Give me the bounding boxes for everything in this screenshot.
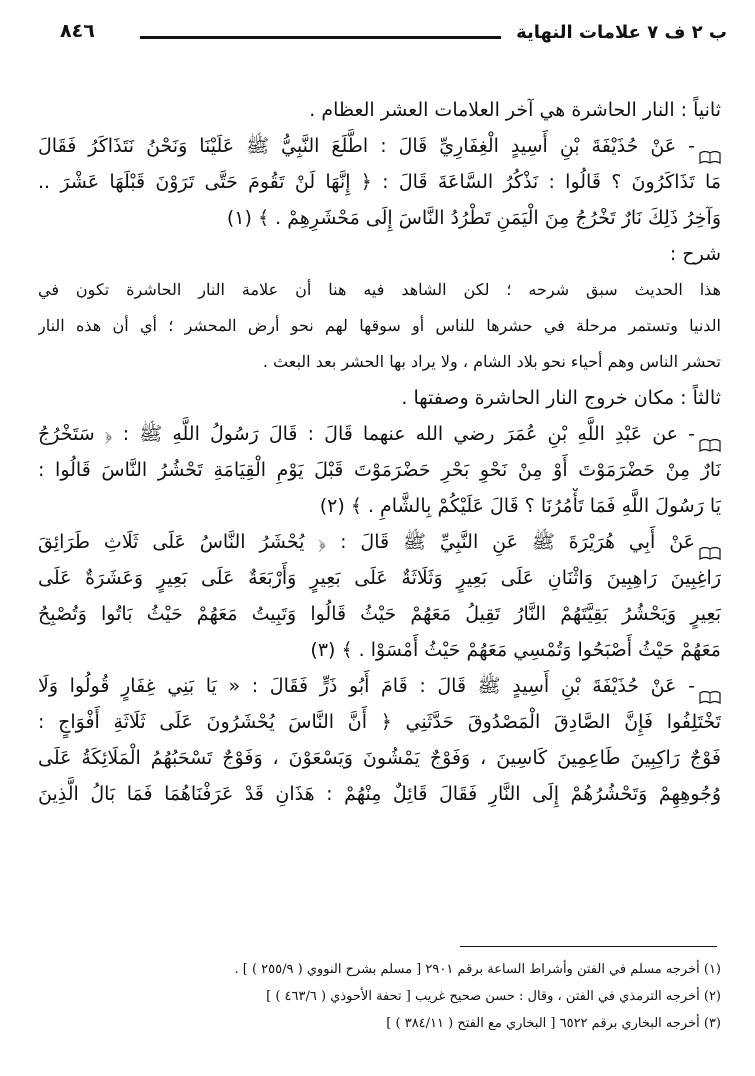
line-text: - عَنْ حُذَيْفَةَ بْنِ أَسِيدٍ ﷺ قَالَ : قَامَ أَبُو ذَرٍّ فَقَالَ : « يَا بَنِي غِفَارٍ قُولُوا وَلَا: [38, 675, 695, 697]
hadith-line: [38, 524, 721, 560]
hadith-line: [38, 668, 721, 704]
line-text: ثالثاً : مكان خروج النار الحاشرة وصفتها .: [401, 387, 721, 409]
page-body: [38, 92, 721, 812]
line-text: يَا رَسُولَ اللَّهِ فَمَا تَأْمُرُنَا ؟ قَالَ عَلَيْكُمْ بِالشَّامِ . ﴾ (٢): [319, 495, 721, 517]
page-header: [60, 18, 727, 52]
hadith-line: [38, 416, 721, 452]
line-text: مَا تَذَاكَرُونَ ؟ قَالُوا : نَذْكُرُ السَّاعَةَ قَالَ : ﴿ إِنَّهَا لَنْ تَقُومَ حَتَّى تَرَوْنَ قَبْلَهَا عَشْرَ ..: [38, 171, 721, 193]
hadith-line: [38, 596, 721, 632]
line-text: فَوْجٌ رَاكِبِينَ طَاعِمِينَ كَاسِينَ ، وَفَوْجٌ يَمْشُونَ وَيَسْعَوْنَ ، وَفَوْجٌ تَسْحَبُهُمُ الْمَلَائِكَةُ عَلَى: [38, 747, 721, 769]
line-text: ثانياً : النار الحاشرة هي آخر العلامات العشر العظام .: [309, 99, 721, 121]
line-text: وُجُوهِهِمْ وَتَحْشُرُهُمْ إِلَى النَّارِ فَقَالَ قَائِلٌ مِنْهُمْ : هَذَانِ قَدْ عَرَفْنَاهُمَا فَمَا بَالُ الَّذِينَ: [38, 783, 721, 805]
line-text: - عَنْ حُذَيْفَةَ بْنِ أَسِيدٍ الْغِفَارِيِّ قَالَ : اطَّلَعَ النَّبِيُّ ﷺ عَلَيْنَا وَنَحْنُ نَتَذَاكَرُ فَقَالَ: [38, 135, 695, 157]
line-text: شرح :: [669, 243, 721, 265]
hadith-line: [38, 632, 721, 668]
footnote: (٢) أخرجه الترمذي في الفتن ، وقال : حسن صحيح غريب [ تحفة الأحوذي ( ٤٦٣/٦ ) ]: [266, 989, 721, 1004]
hadith-line: [38, 164, 721, 200]
hadith-line: [38, 128, 721, 164]
book-icon: [699, 680, 721, 694]
footnote: (١) أخرجه مسلم في الفتن وأشراط الساعة برقم ٢٩٠١ [ مسلم بشرح النووي ( ٢٥٥/٩ ) ] .: [234, 962, 721, 977]
footnote-divider: [460, 946, 717, 947]
line-text: عَنْ أَبِي هُرَيْرَةَ ﷺ عَنِ النَّبِيِّ ﷺ قَالَ : ﴿ يُحْشَرُ النَّاسُ عَلَى ثَلَاثِ طَرَائِقَ: [38, 531, 695, 553]
line-text: تَخْتَلِفُوا فَإِنَّ الصَّادِقَ الْمَصْدُوقَ حَدَّثَنِي ﴿ أَنَّ النَّاسَ يُحْشَرُونَ عَلَى ثَلَاثَةِ أَفْوَاجٍ :: [38, 711, 721, 733]
commentary-line: [38, 308, 721, 344]
line-text: الدنيا وتستمر مرحلة في حشرها للناس أو سوقها لهم نحو أرض المحشر ؛ أي أن هذه النار: [38, 316, 721, 335]
hadith-line: [38, 704, 721, 740]
line-text: رَاغِبِينَ رَاهِبِينَ وَاثْنَانِ عَلَى بَعِيرٍ وَثَلَاثَةٌ عَلَى بَعِيرٍ وَأَرْبَعَةٌ عَلَى بَعِيرٍ وَعَشَرَةٌ عَلَى: [38, 567, 721, 589]
running-title: ب ٢ ف ٧ علامات النهاية: [516, 22, 727, 43]
header-rule: [140, 36, 501, 39]
line-text: نَارٌ مِنْ حَضْرَمَوْتَ أَوْ مِنْ نَحْوِ بَحْرِ حَضْرَمَوْتَ قَبْلَ يَوْمِ الْقِيَامَةِ تَحْشُرُ النَّاسَ قَالُوا :: [38, 459, 721, 481]
commentary-line: [38, 344, 721, 380]
page-number: ٨٤٦: [60, 20, 95, 42]
section-heading: [38, 380, 721, 416]
footnotes: [180, 956, 721, 1037]
hadith-line: [38, 740, 721, 776]
hadith-line: [38, 776, 721, 812]
line-text: - عن عَبْدِ اللَّهِ بْنِ عُمَرَ رضي الله عنهما قَالَ : قَالَ رَسُولُ اللَّهِ ﷺ : ﴿ سَتَخْرُجُ: [38, 423, 695, 445]
footnote: (٣) أخرجه البخاري برقم ٦٥٢٢ [ البخاري مع الفتح ( ٣٨٤/١١ ) ]: [386, 1016, 721, 1031]
line-text: هذا الحديث سبق شرحه ؛ لكن الشاهد فيه هنا أن علامة النار الحاشرة تكون في: [38, 280, 721, 299]
line-text: بَعِيرٍ وَيَحْشُرُ بَقِيَّتَهُمْ النَّارُ تَقِيلُ مَعَهُمْ حَيْثُ قَالُوا وَتَبِيتُ مَعَهُمْ حَيْثُ بَاتُوا وَتُصْبِحُ: [38, 603, 721, 625]
hadith-line: [38, 200, 721, 236]
line-text: تحشر الناس وهم أحياء نحو بلاد الشام ، ولا يراد بها الحشر بعد البعث .: [262, 352, 721, 371]
book-icon: [699, 536, 721, 550]
book-icon: [699, 428, 721, 442]
commentary-line: [38, 272, 721, 308]
book-icon: [699, 140, 721, 154]
section-heading: [38, 92, 721, 128]
hadith-line: [38, 560, 721, 596]
hadith-line: [38, 488, 721, 524]
line-text: وَآخِرُ ذَلِكَ نَارٌ تَخْرُجُ مِنَ الْيَمَنِ تَطْرُدُ النَّاسَ إِلَى مَحْشَرِهِمْ . ﴾ (١): [226, 207, 721, 229]
section-heading: [38, 236, 721, 272]
line-text: مَعَهُمْ حَيْثُ أَصْبَحُوا وَتُمْسِي مَعَهُمْ حَيْثُ أَمْسَوْا . ﴾ (٣): [310, 639, 721, 661]
hadith-line: [38, 452, 721, 488]
